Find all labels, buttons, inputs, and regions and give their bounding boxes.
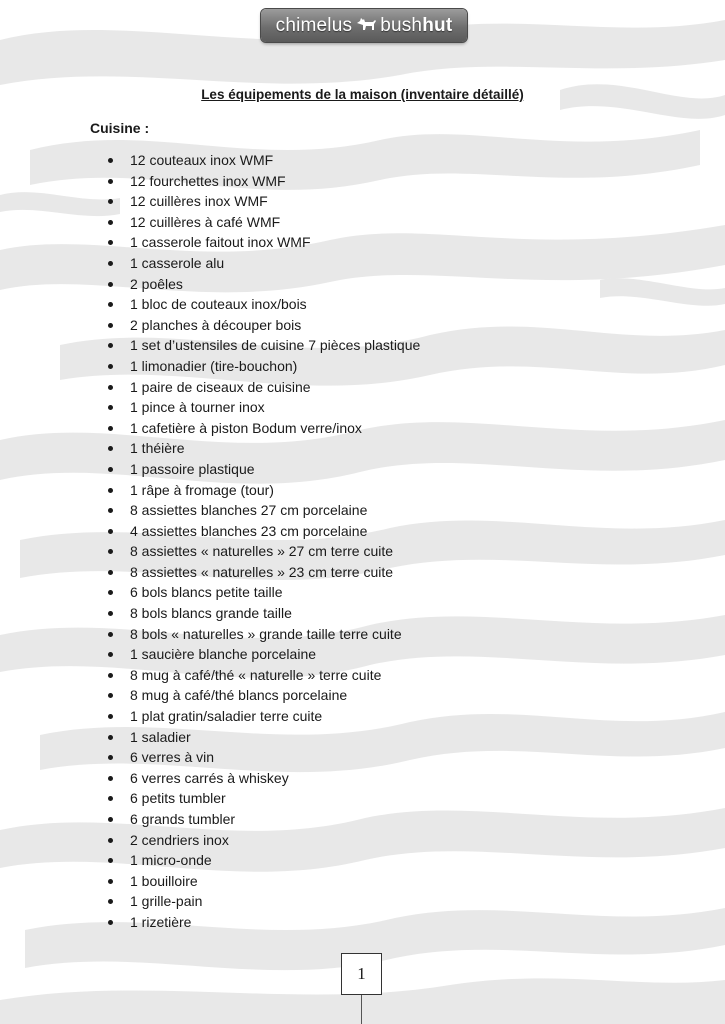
- list-item: 1 plat gratin/saladier terre cuite: [108, 706, 420, 727]
- list-item: 1 passoire plastique: [108, 459, 420, 480]
- list-item: 12 cuillères à café WMF: [108, 212, 420, 233]
- list-item: 6 verres carrés à whiskey: [108, 768, 420, 789]
- list-item: 1 cafetière à piston Bodum verre/inox: [108, 418, 420, 439]
- page-number-box: [341, 953, 382, 995]
- list-item: 1 râpe à fromage (tour): [108, 480, 420, 501]
- page-number-line: [361, 995, 362, 1024]
- list-item: 1 grille-pain: [108, 891, 420, 912]
- list-item: 8 mug à café/thé « naturelle » terre cuite: [108, 665, 420, 686]
- list-item: 6 bols blancs petite taille: [108, 582, 420, 603]
- list-item: 1 casserole alu: [108, 253, 420, 274]
- list-item: 2 planches à découper bois: [108, 315, 420, 336]
- list-item: 1 pince à tourner inox: [108, 397, 420, 418]
- list-item: 8 bols « naturelles » grande taille terre cuite: [108, 624, 420, 645]
- list-item: 8 bols blancs grande taille: [108, 603, 420, 624]
- logo-text-right-a: bush: [380, 14, 423, 36]
- list-item: 1 saladier: [108, 727, 420, 748]
- list-item: 6 grands tumbler: [108, 809, 420, 830]
- section-title: Cuisine :: [90, 120, 150, 136]
- list-item: 12 couteaux inox WMF: [108, 150, 420, 171]
- page-number: 1: [357, 964, 366, 983]
- list-item: 1 bloc de couteaux inox/bois: [108, 294, 420, 315]
- list-item: 8 mug à café/thé blancs porcelaine: [108, 685, 420, 706]
- logo-text-left: chimelus: [275, 14, 353, 36]
- dog-icon: [355, 15, 377, 37]
- list-item: 6 petits tumbler: [108, 788, 420, 809]
- list-item: 1 casserole faitout inox WMF: [108, 232, 420, 253]
- inventory-list: [108, 150, 420, 933]
- list-item: 6 verres à vin: [108, 747, 420, 768]
- list-item: 2 cendriers inox: [108, 830, 420, 851]
- list-item: 1 set d’ustensiles de cuisine 7 pièces plastique: [108, 335, 420, 356]
- list-item: 1 micro-onde: [108, 850, 420, 871]
- list-item: 1 saucière blanche porcelaine: [108, 644, 420, 665]
- list-item: 8 assiettes « naturelles » 23 cm terre cuite: [108, 562, 420, 583]
- list-item: 12 cuillères inox WMF: [108, 191, 420, 212]
- list-item: 1 bouilloire: [108, 871, 420, 892]
- list-item: 4 assiettes blanches 23 cm porcelaine: [108, 521, 420, 542]
- list-item: 2 poêles: [108, 274, 420, 295]
- list-item: 1 théière: [108, 438, 420, 459]
- list-item: 8 assiettes blanches 27 cm porcelaine: [108, 500, 420, 521]
- list-item: 12 fourchettes inox WMF: [108, 171, 420, 192]
- document-title: Les équipements de la maison (inventaire détaillé): [201, 87, 524, 102]
- brand-logo: [261, 9, 467, 42]
- logo-text-right-b: hut: [422, 14, 453, 36]
- list-item: 1 limonadier (tire-bouchon): [108, 356, 420, 377]
- list-item: 1 paire de ciseaux de cuisine: [108, 377, 420, 398]
- list-item: 8 assiettes « naturelles » 27 cm terre cuite: [108, 541, 420, 562]
- list-item: 1 rizetière: [108, 912, 420, 933]
